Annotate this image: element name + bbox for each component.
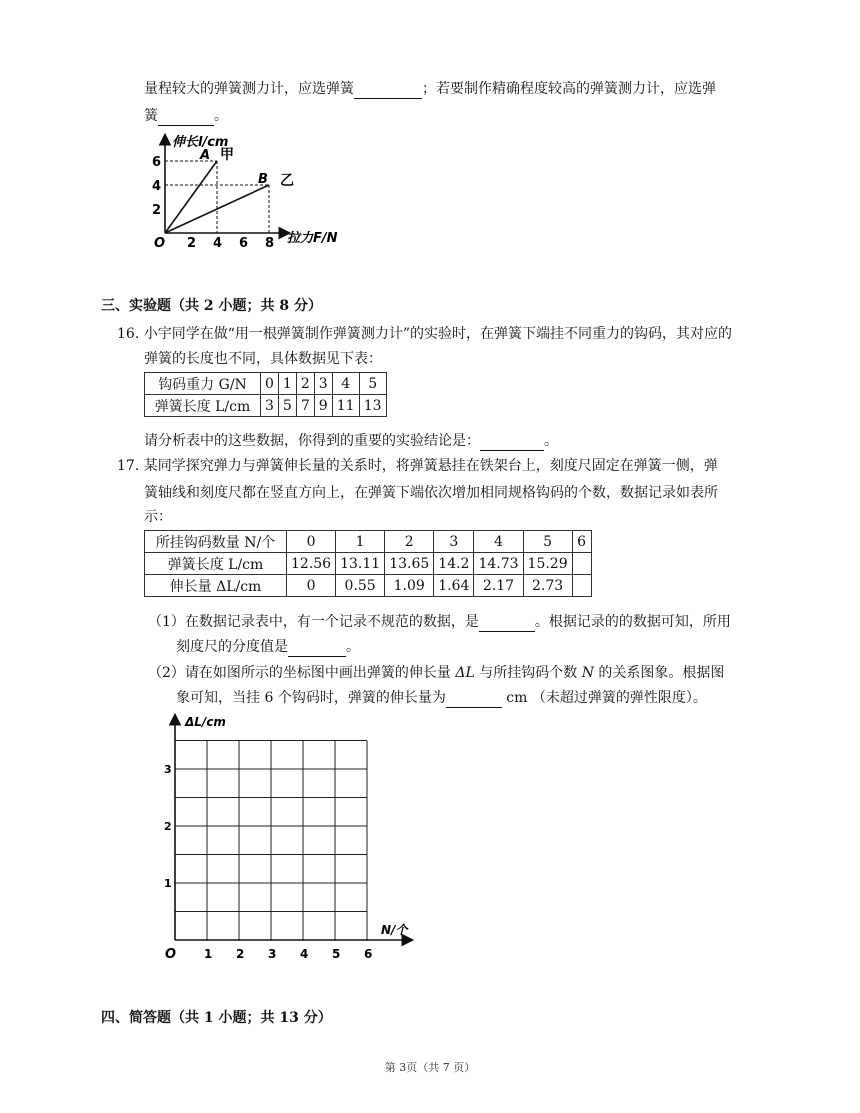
- x-tick-label: 8: [265, 236, 275, 250]
- q16-conclusion: [144, 431, 558, 451]
- table-cell[interactable]: [572, 575, 591, 597]
- text-fragment: ；若要制作精确程度较高的弹簧测力计，应选弹: [422, 81, 716, 97]
- table-cell: 14.2: [434, 553, 474, 575]
- chart-guides: [165, 161, 269, 233]
- text-fragment: 6: [264, 690, 274, 706]
- q17-line-1: 17. 某同学探究弹力与弹簧伸长量的关系时，将弹簧悬挂在铁架台上，刻度尺固定在弹簧一侧，弹: [117, 458, 718, 474]
- table-row: [145, 531, 592, 553]
- text-fragment: （1）在数据记录表中，有一个记录不规范的数据，是: [148, 614, 479, 630]
- table-cell: 3: [261, 395, 279, 417]
- question-text-line: [144, 106, 228, 126]
- answer-grid[interactable]: [155, 712, 425, 968]
- text-fragment: 象可知，当挂: [176, 690, 260, 706]
- table-cell: 3: [314, 373, 332, 395]
- table-cell: 3: [434, 531, 474, 553]
- x-tick-label: 4: [213, 236, 223, 250]
- table-cell: 0: [287, 531, 336, 553]
- q16-data-table: [144, 372, 387, 417]
- grid-lines: [175, 741, 367, 941]
- text-fragment: cm: [506, 690, 528, 706]
- q16-line-2: 弹簧的长度也不同，具体数据见下表：: [144, 351, 382, 367]
- table-row: [145, 395, 387, 417]
- answer-blank[interactable]: [288, 640, 346, 657]
- text-fragment: 簧: [144, 108, 158, 124]
- text-fragment: （2）请在如图所示的坐标图中画出弹簧的伸长量: [148, 665, 451, 681]
- y-tick-label: 3: [164, 763, 172, 776]
- y-tick-label: 1: [164, 877, 172, 890]
- table-cell: 0: [287, 575, 336, 597]
- text-fragment: 。: [214, 108, 228, 124]
- table-cell: 4: [332, 373, 359, 395]
- text-fragment: 个钩码时，弹簧的伸长量为: [277, 690, 446, 706]
- table-cell: 0: [261, 373, 279, 395]
- x-tick-label: 6: [239, 236, 249, 250]
- q17-line-2: 簧轴线和刻度尺都在竖直方向上，在弹簧下端依次增加相同规格钩码的个数，数据记录如表所: [144, 485, 718, 501]
- spring-extension-chart: [140, 128, 360, 250]
- y-tick-label: 6: [152, 155, 162, 170]
- table-cell: 2: [385, 531, 434, 553]
- q17-data-table: [144, 530, 592, 597]
- x-tick-label: 2: [187, 236, 197, 250]
- series-line-jia: [165, 161, 217, 233]
- q17-sub1-line-1: [148, 612, 731, 632]
- q16-line-1: 16. 小宇同学在做“用一根弹簧制作弹簧测力计”的实验时，在弹簧下端挂不同重力的钩码，其对应的: [117, 326, 733, 342]
- question-text-line: [144, 79, 716, 99]
- table-row: [145, 373, 387, 395]
- table-cell: 0.55: [336, 575, 385, 597]
- text-fragment: 。: [346, 639, 360, 655]
- math-n: N: [581, 665, 594, 681]
- origin-label: O: [165, 947, 177, 962]
- table-cell: 13: [359, 395, 386, 417]
- table-cell: 2: [296, 373, 314, 395]
- answer-blank[interactable]: [480, 434, 544, 451]
- table-header-cell: 伸长量 ΔL/cm: [145, 575, 287, 597]
- text-fragment: 请分析表中的这些数据，你得到的重要的实验结论是：: [144, 433, 480, 449]
- x-tick-label: 6: [364, 947, 373, 961]
- text-fragment: 。根据记录的的数据可知，所用: [534, 614, 731, 630]
- table-cell: 5: [278, 395, 296, 417]
- section-title: 四、简答题（共 1 小题；共 13 分）: [101, 1010, 332, 1026]
- table-cell: 6: [572, 531, 591, 553]
- table-cell: 1.64: [434, 575, 474, 597]
- table-cell: 13.11: [336, 553, 385, 575]
- x-tick-label: 4: [300, 947, 309, 961]
- table-cell: 11: [332, 395, 359, 417]
- table-header-cell: 所挂钩码数量 N/个: [145, 531, 287, 553]
- y-axis-label: ΔL/cm: [185, 715, 226, 729]
- grid-ticks: [164, 763, 372, 961]
- table-cell: 1: [278, 373, 296, 395]
- table-row: [145, 553, 592, 575]
- table-cell: 1.09: [385, 575, 434, 597]
- series-jia-label: 甲: [220, 147, 234, 163]
- q17-sub2-line-1: [148, 663, 724, 683]
- answer-blank[interactable]: [158, 109, 214, 126]
- point-a-label: A: [200, 148, 211, 163]
- y-tick-label: 2: [164, 820, 172, 833]
- table-header-cell: 弹簧长度 L/cm: [145, 395, 261, 417]
- q17-sub1-line-2: [176, 637, 360, 657]
- table-header-cell: 弹簧长度 L/cm: [145, 553, 287, 575]
- table-cell: 5: [523, 531, 572, 553]
- table-cell: 5: [359, 373, 386, 395]
- answer-blank[interactable]: [354, 82, 422, 99]
- math-delta-l: ΔL: [455, 665, 475, 681]
- table-row: [145, 575, 592, 597]
- y-tick-label: 2: [152, 203, 162, 218]
- series-yi-label: 乙: [280, 173, 294, 189]
- page-footer: 第 3页（共 7 页）: [384, 1061, 476, 1074]
- table-cell: 9: [314, 395, 332, 417]
- table-cell: 14.73: [474, 553, 523, 575]
- table-cell: 1: [336, 531, 385, 553]
- table-cell: 2.17: [474, 575, 523, 597]
- table-cell: 12.56: [287, 553, 336, 575]
- table-cell: 7: [296, 395, 314, 417]
- text-fragment: 量程较大的弹簧测力计，应选弹簧: [144, 81, 354, 97]
- x-tick-label: 3: [268, 947, 277, 961]
- answer-blank[interactable]: [479, 615, 535, 632]
- text-fragment: 刻度尺的分度值是: [176, 639, 288, 655]
- y-axis-label: 伸长l/cm: [172, 135, 229, 150]
- x-tick-label: 2: [236, 947, 245, 961]
- point-b-label: B: [258, 172, 268, 187]
- table-cell: 15.29: [523, 553, 572, 575]
- chart-ticks: [152, 155, 274, 250]
- table-cell: 4: [474, 531, 523, 553]
- table-header-cell: 钩码重力 G/N: [145, 373, 261, 395]
- text-fragment: 。: [544, 433, 558, 449]
- x-axis-label: 拉力F/N: [287, 231, 338, 246]
- section-title: 三、实验题（共 2 小题；共 8 分）: [101, 298, 322, 314]
- q17-line-3: 示：: [144, 509, 172, 525]
- origin-label: O: [154, 236, 166, 250]
- x-tick-label: 1: [204, 947, 213, 961]
- text-fragment: 与所挂钩码个数: [479, 665, 578, 681]
- x-tick-label: 5: [332, 947, 341, 961]
- table-cell: 13.65: [385, 553, 434, 575]
- table-cell: 2.73: [523, 575, 572, 597]
- text-fragment: （未超过弹簧的弹性限度）。: [531, 690, 707, 706]
- text-fragment: 的关系图象。根据图: [598, 665, 725, 681]
- x-axis-label: N/个: [381, 923, 408, 937]
- y-tick-label: 4: [152, 179, 162, 194]
- q17-sub2-line-2: [176, 688, 707, 708]
- answer-blank[interactable]: [446, 691, 502, 708]
- table-cell[interactable]: [572, 553, 591, 575]
